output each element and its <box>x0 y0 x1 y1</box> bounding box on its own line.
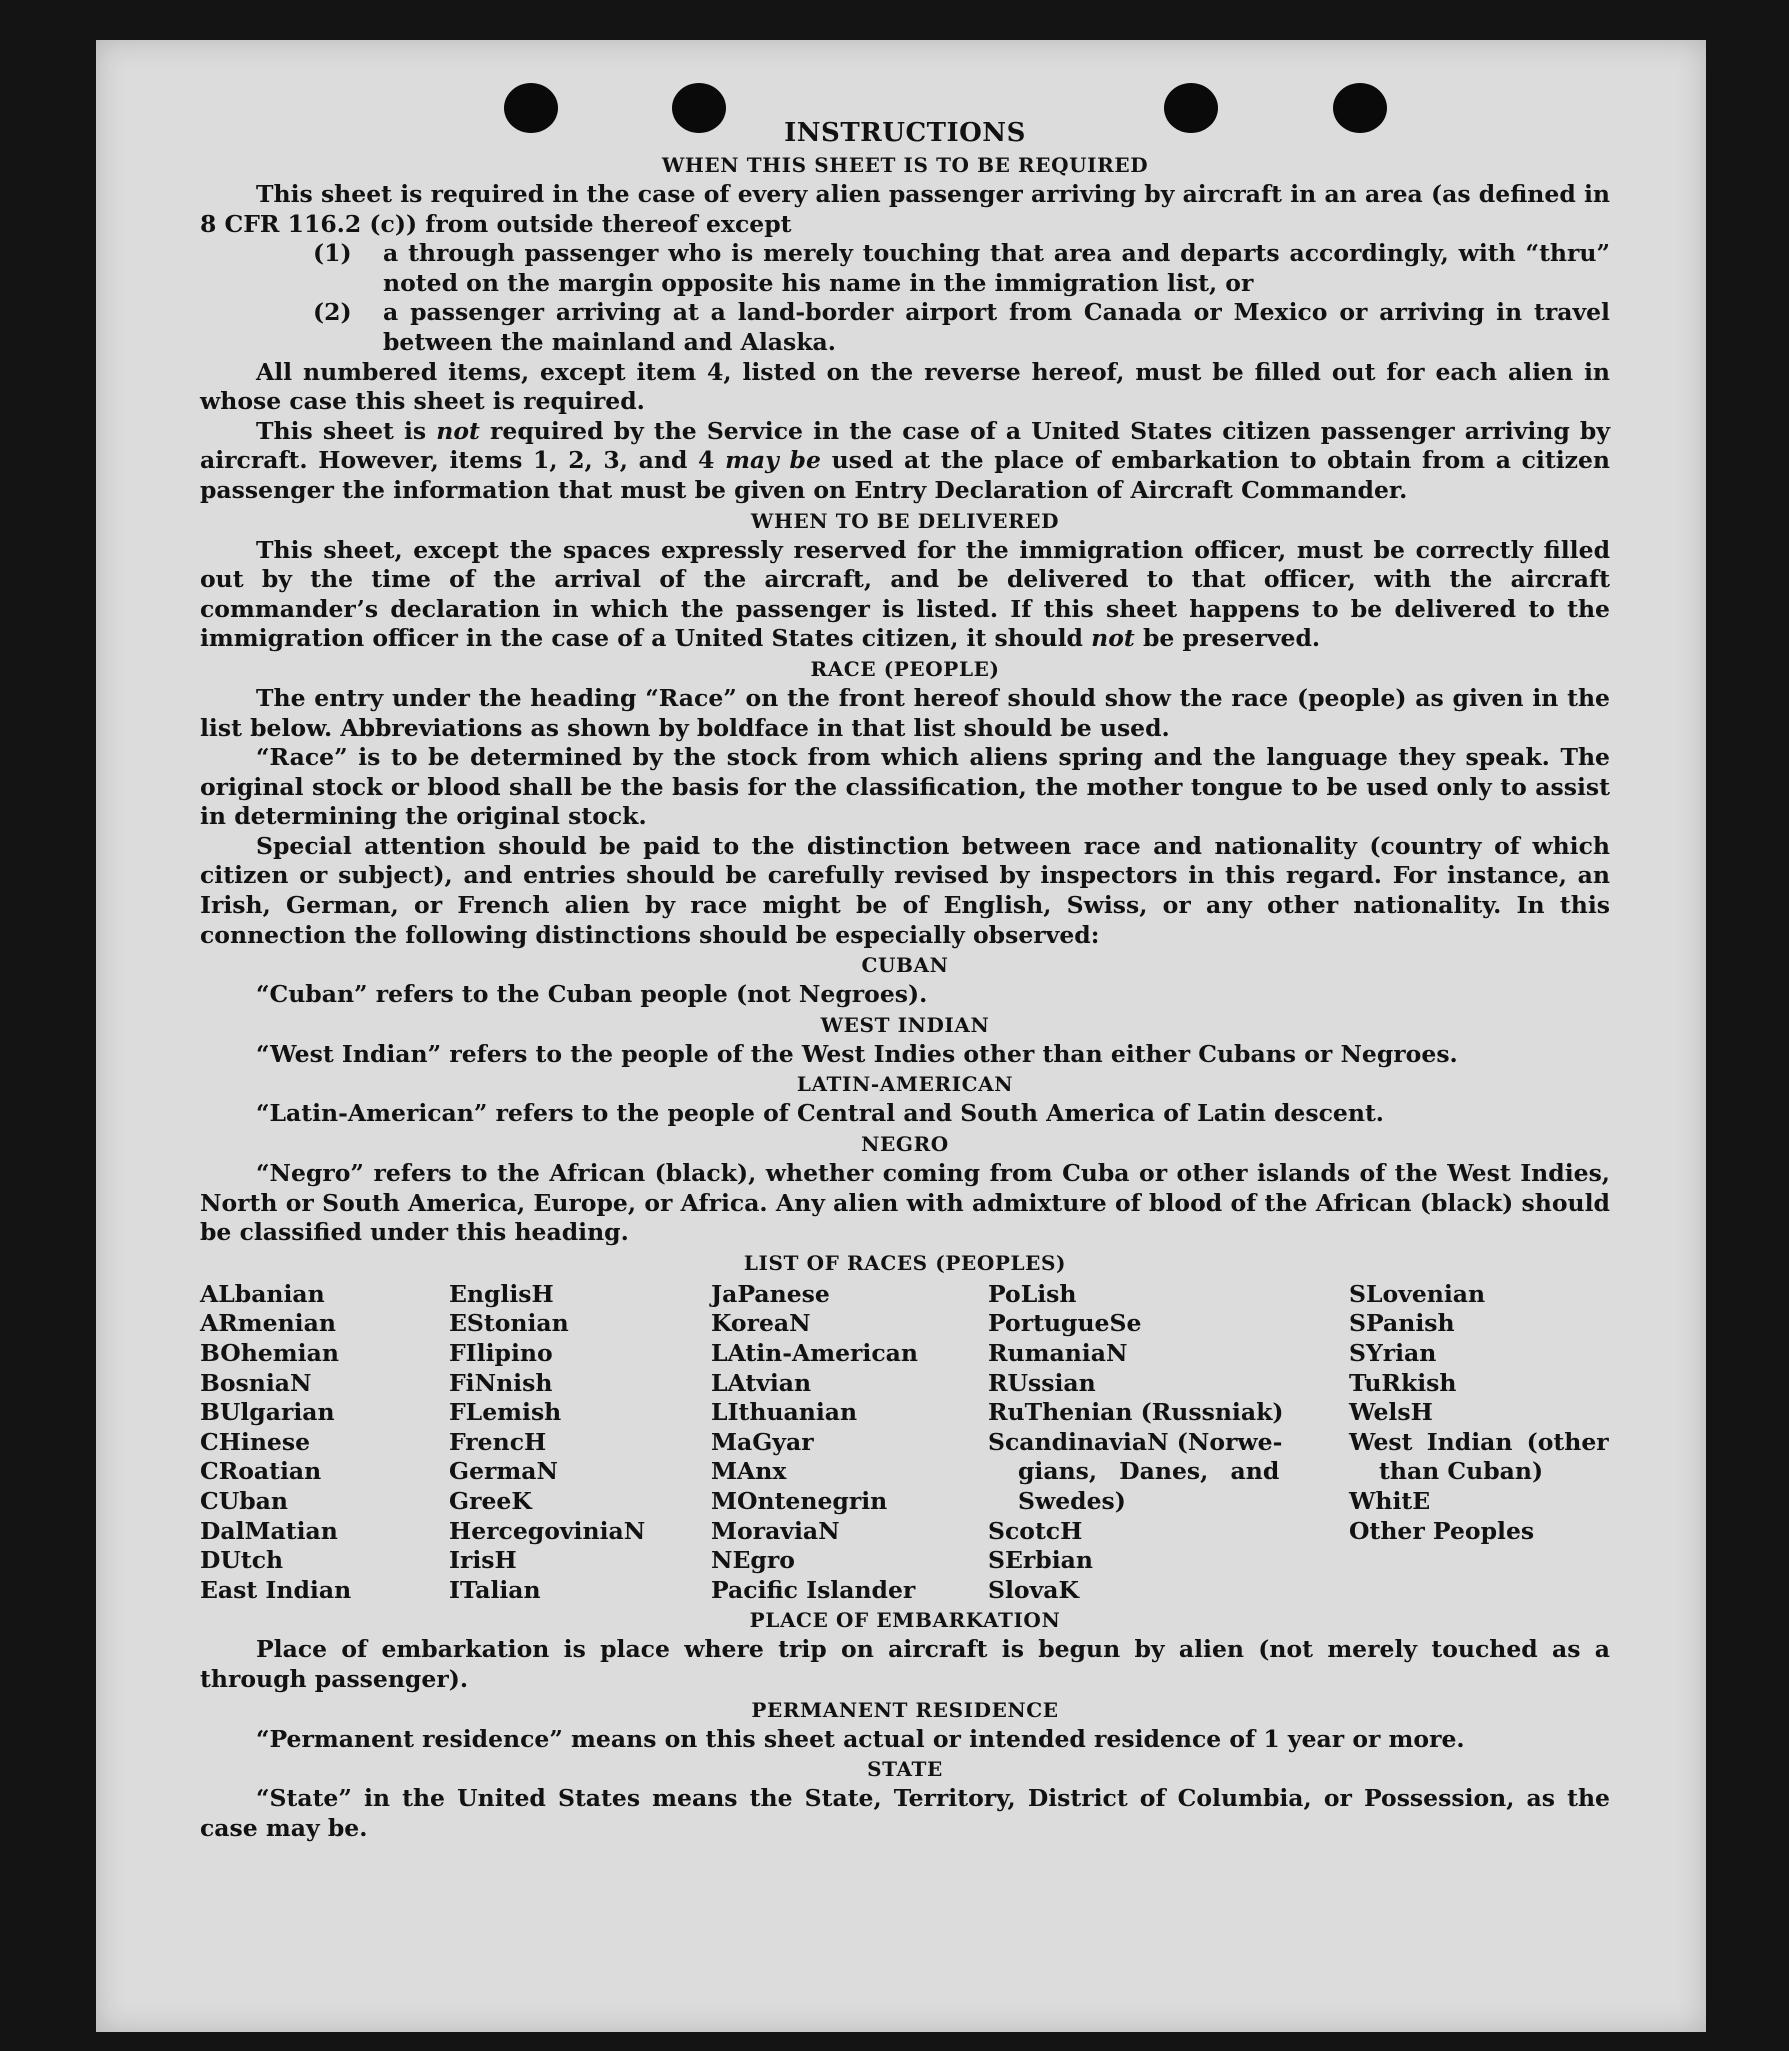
race-item: MOntenegrin <box>711 1486 888 1515</box>
section-heading-race: RACE (PEOPLE) <box>810 656 1000 681</box>
race-item: MoraviaN <box>711 1516 840 1545</box>
race-item: BOhemian <box>200 1339 339 1367</box>
race-item: SlovaK <box>988 1575 1079 1604</box>
race-item: DUtch <box>200 1546 284 1575</box>
exception-item <box>200 298 1610 357</box>
race-item: IrisH <box>449 1546 517 1575</box>
race-item: PoLish <box>988 1279 1077 1308</box>
race-item-continued: than Cuban) <box>1379 1457 1544 1486</box>
race-item: ITalian <box>449 1575 541 1604</box>
text-run-italic: may be <box>725 446 821 475</box>
race-item: EnglisH <box>449 1279 554 1308</box>
race-item: SPanish <box>1349 1309 1455 1338</box>
paragraph-west-indian: “West Indian” refers to the people of the West Indies other than either Cubans or Negroes. <box>256 1039 1458 1068</box>
paragraph-race-stock: “Race” is to be determined by the stock from which aliens spring and the language they speak. The original stock or blood shall be the basis for the classification, the mother tongue to be used only to assist in determining the original stock. <box>200 743 1610 831</box>
paragraph-required: This sheet is required in the case of every alien passenger arriving by aircraft in an area (as defined in 8 CFR 116.2 (c)) from outside thereof except <box>200 180 1610 238</box>
race-item-continued: gians, Danes, and <box>1018 1457 1280 1486</box>
section-heading-cuban: CUBAN <box>861 953 949 978</box>
section-heading-negro: NEGRO <box>861 1132 949 1157</box>
page-title: INSTRUCTIONS <box>784 118 1026 148</box>
race-item: EStonian <box>449 1309 569 1338</box>
race-item: NEgro <box>711 1546 795 1575</box>
race-item: Pacific Islander <box>711 1575 916 1604</box>
race-item: RuThenian (Russniak) <box>988 1398 1284 1427</box>
race-item: RumaniaN <box>988 1339 1128 1367</box>
race-item: West Indian (other <box>1349 1427 1609 1456</box>
paragraph-negro: “Negro” refers to the African (black), whether coming from Cuba or other islands of the West Indies, North or South America, Europe, or Africa. Any alien with admixture of blood of the African (black) should be classified under this heading. <box>200 1159 1610 1247</box>
section-heading-west-indian: WEST INDIAN <box>820 1012 990 1037</box>
race-item: ScotcH <box>988 1516 1083 1545</box>
text-run: This sheet is <box>256 416 437 445</box>
paragraph-race-nationality: Special attention should be paid to the distinction between race and nationality (country of which citizen or subject), and entries should be carefully revised by inspectors in this regard. For instance, an Irish, German, or French alien by race might be of English, Swiss, or any other nationality. In this connection the following distinctions should be especially observed: <box>200 831 1610 949</box>
race-item: HercegoviniaN <box>449 1516 646 1545</box>
section-heading-embarkation: PLACE OF EMBARKATION <box>749 1608 1061 1633</box>
text-run-italic: not <box>436 416 480 445</box>
section-heading-permanent-residence: PERMANENT RESIDENCE <box>751 1697 1059 1722</box>
race-item: FIlipino <box>449 1339 553 1367</box>
race-item: LAtin-American <box>711 1339 918 1367</box>
section-heading-state: STATE <box>867 1757 943 1782</box>
race-item: Other Peoples <box>1349 1516 1535 1545</box>
paragraph-delivery <box>200 536 1610 654</box>
races-column <box>449 1280 711 1606</box>
section-heading-latin-american: LATIN-AMERICAN <box>796 1072 1014 1097</box>
race-item: BUlgarian <box>200 1398 335 1427</box>
race-item: BosniaN <box>200 1368 312 1397</box>
races-list <box>200 1280 1610 1606</box>
race-item: GermaN <box>449 1457 558 1486</box>
race-item: WhitE <box>1349 1486 1431 1515</box>
race-item: MaGyar <box>711 1427 814 1456</box>
race-item-continued: Swedes) <box>1018 1486 1126 1515</box>
race-item: GreeK <box>449 1486 532 1515</box>
section-heading-when-delivered: WHEN TO BE DELIVERED <box>750 508 1060 533</box>
races-column <box>711 1280 988 1606</box>
paragraph-embarkation: Place of embarkation is place where trip on aircraft is begun by alien (not merely touched as a through passenger). <box>200 1635 1610 1693</box>
race-item: ARmenian <box>200 1309 336 1338</box>
section-heading-list-of-races: LIST OF RACES (PEOPLES) <box>743 1250 1067 1275</box>
text-run: required by the Service in the case of a United States citizen passenger arriving by aircraft. However, items 1, 2, 3, and 4 <box>200 416 1610 475</box>
race-item: SLovenian <box>1349 1279 1486 1308</box>
exception-number: (1) <box>313 239 352 268</box>
races-column <box>988 1280 1349 1606</box>
race-item: JaPanese <box>711 1279 830 1308</box>
race-item: TuRkish <box>1349 1368 1457 1397</box>
race-item: CRoatian <box>200 1457 322 1486</box>
race-item: ScandinaviaN (Norwe- <box>988 1427 1283 1456</box>
paragraph-permanent-residence: “Permanent residence” means on this sheet actual or intended residence of 1 year or more. <box>256 1724 1465 1753</box>
race-item: ALbanian <box>200 1279 325 1308</box>
race-item: PortugueSe <box>988 1309 1142 1338</box>
text-run: used at the place of embarkation to obtain from a citizen passenger the information that must be given on Entry Declaration of Aircraft Commander. <box>200 446 1610 504</box>
races-column <box>200 1280 449 1606</box>
section-heading-when-required: WHEN THIS SHEET IS TO BE REQUIRED <box>661 153 1149 177</box>
race-item: WelsH <box>1349 1398 1433 1427</box>
text-run: be preserved. <box>1134 624 1321 653</box>
paragraph-latin-american: “Latin-American” refers to the people of Central and South America of Latin descent. <box>256 1099 1384 1128</box>
paragraph-citizen <box>200 417 1610 506</box>
exception-number: (2) <box>313 298 352 327</box>
race-item: FiNnish <box>449 1368 553 1397</box>
race-item: MAnx <box>711 1457 787 1486</box>
text-run-italic: not <box>1091 624 1135 653</box>
exception-item <box>200 239 1610 298</box>
race-item: FrencH <box>449 1427 547 1456</box>
race-item: FLemish <box>449 1398 562 1427</box>
race-item: LIthuanian <box>711 1398 858 1427</box>
paragraph-numbered-items: All numbered items, except item 4, listed on the reverse hereof, must be filled out for each alien in whose case this sheet is required. <box>200 357 1610 416</box>
race-item: KoreaN <box>711 1309 811 1338</box>
race-item: LAtvian <box>711 1368 812 1397</box>
races-column <box>1349 1280 1609 1606</box>
race-item: CUban <box>200 1486 288 1515</box>
race-item: SYrian <box>1349 1339 1437 1367</box>
race-item: DalMatian <box>200 1516 338 1545</box>
text-run: This sheet, except the spaces expressly reserved for the immigration officer, must be correctly filled out by the time of the arrival of the aircraft, and be delivered to that officer, with the aircraft commander’s declaration in which the passenger is listed. If this sheet happens to be delivered to the immigration officer in the case of a United States citizen, it should <box>200 535 1610 653</box>
race-item: CHinese <box>200 1427 311 1456</box>
race-item: East Indian <box>200 1575 352 1604</box>
exception-text: a through passenger who is merely touching that area and departs accordingly, with “thru” noted on the margin opposite his name in the immigration list, or <box>383 239 1610 297</box>
instructions-body <box>200 116 1610 1843</box>
race-item: SErbian <box>988 1546 1093 1575</box>
paragraph-cuban: “Cuban” refers to the Cuban people (not Negroes). <box>256 980 928 1009</box>
exception-text: a passenger arriving at a land-border airport from Canada or Mexico or arriving in travel between the mainland and Alaska. <box>383 298 1610 356</box>
race-item: RUssian <box>988 1368 1096 1397</box>
paragraph-state: “State” in the United States means the State, Territory, District of Columbia, or Possession, as the case may be. <box>200 1784 1610 1842</box>
paragraph-race-entry: The entry under the heading “Race” on the front hereof should show the race (people) as given in the list below. Abbreviations as shown by boldface in that list should be used. <box>200 683 1610 742</box>
